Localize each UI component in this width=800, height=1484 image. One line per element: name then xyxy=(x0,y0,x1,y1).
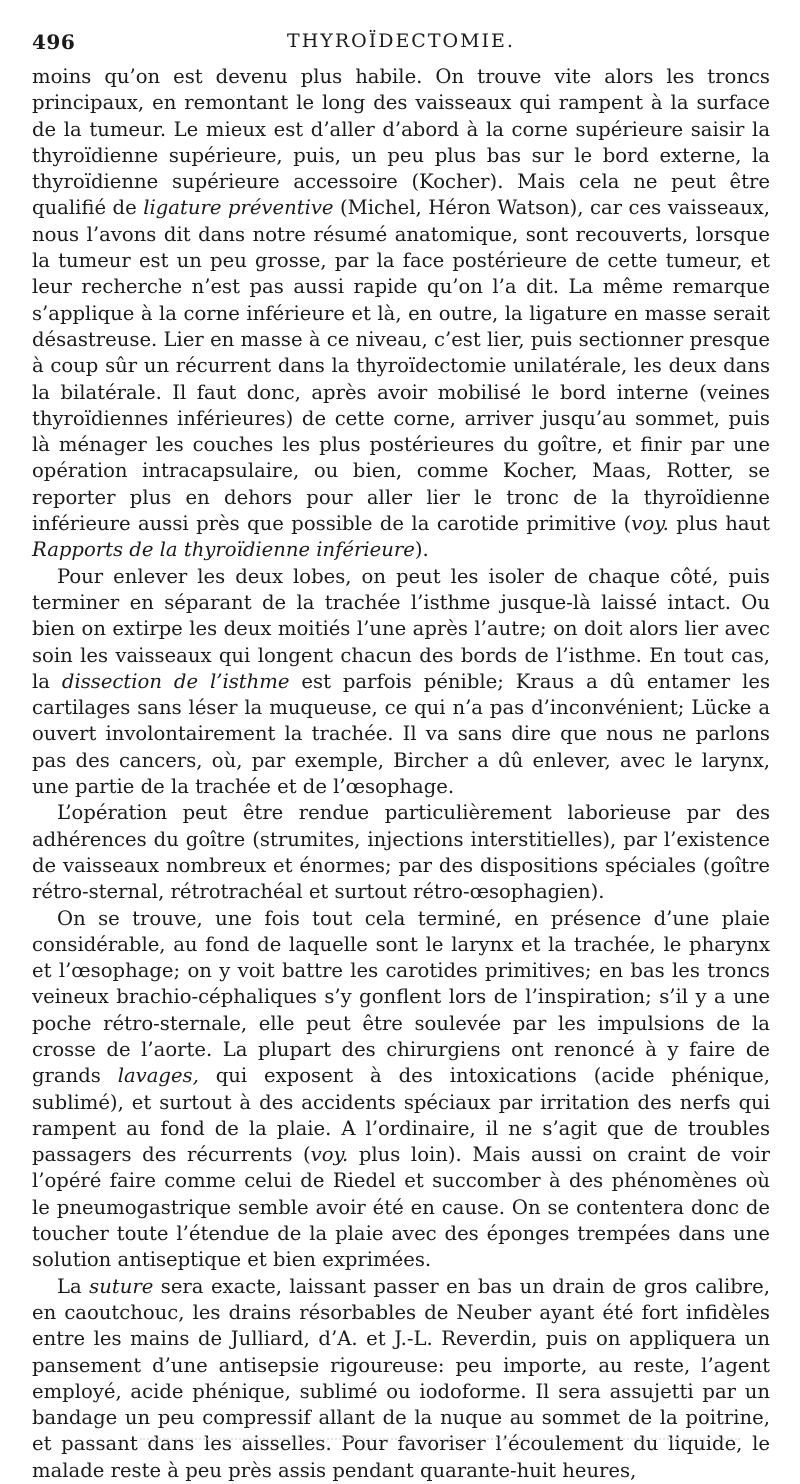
running-title: THYROÏDECTOMIE. xyxy=(287,30,515,52)
page-header xyxy=(32,30,770,56)
italic-term: voy. xyxy=(631,512,669,536)
text-run: L’opération peut être rendue particulièrement laborieuse par des adhérences du goître (strumites, injections interstitielles), par l’existence de vaisseaux nombreux et énormes; par des dispositions spéciales (goître rétro-sternal, rétrotrachéal et surtout rétro-œsophagien). xyxy=(32,801,770,904)
italic-term: suture xyxy=(89,1274,154,1298)
paragraph xyxy=(32,64,770,564)
bleed-through-marks xyxy=(140,1438,740,1450)
italic-term: lavages, xyxy=(117,1064,199,1088)
text-run: moins qu’on est devenu plus habile. On trouve vite alors les troncs principaux, en remontant le long des vaisseaux qui rampent à la surface de la tumeur. Le mieux est d’aller d’abord à la corne supérieure saisir la thyroïdienne supérieure, puis, un peu plus bas sur le bord externe, la thyroïdienne supérieure accessoire (Kocher). Mais cela ne peut être qualifié de xyxy=(32,65,770,220)
text-run: La xyxy=(57,1274,90,1298)
text-run: est parfois pénible; Kraus a dû entamer les cartilages sans léser la muqueuse, ce qui n’a pas d’inconvénient; Lücke a ouvert involontairement la trachée. Il va sans dire que nous ne parlons pas des cancers, où, par exemple, Bircher a dû enlever, avec le larynx, une partie de la trachée et de l’œsophage. xyxy=(32,669,770,799)
text-run: On se trouve, une fois tout cela terminé, en présence d’une plaie considérable, au fond de laquelle sont le larynx et la trachée, le pharynx et l’œsophage; on y voit battre les carotides primitives; en bas les troncs veineux brachio-céphaliques s’y gonflent lors de l’inspiration; s’il y a une poche rétro-sternale, elle peut être soulevée par les impulsions de la crosse de l’aorte. La plupart des chirurgiens ont renoncé à y faire de grands xyxy=(32,906,770,1088)
body-text xyxy=(32,64,770,1484)
paragraph xyxy=(32,564,770,801)
page-number: 496 xyxy=(32,30,76,54)
italic-term: dissection de l’isthme xyxy=(61,669,290,693)
text-run: sera exacte, laissant passer en bas un drain de gros calibre, en caoutchouc, les drains résorbables de Neuber ayant été fort infidèles entre les mains de Julliard, d’A. et J.-L. Reverdin, puis on appliquera un pansement d’une antisepsie rigoureuse: peu importe, au reste, l’agent employé, acide phénique, sublimé ou iodoforme. Il sera assujetti par un bandage un peu compressif allant de la nuque au sommet de la poitrine, et passant dans les aisselles. Pour favoriser l’écoulement du liquide, le malade reste à peu près assis pendant quarante-huit heures, xyxy=(32,1274,770,1482)
text-run: Pour enlever les deux lobes, on peut les isoler de chaque côté, puis terminer en séparant de la trachée l’isthme jusque-là laissé intact. Ou bien on extirpe les deux moitiés l’une après l’autre; on doit alors lier avec soin les vaisseaux qui longent chacun des bords de l’isthme. En tout cas, la xyxy=(32,564,770,693)
italic-term: voy. xyxy=(310,1143,349,1167)
paragraph xyxy=(32,800,770,905)
italic-term: Rapports de la thyroïdienne inférieure xyxy=(32,538,415,562)
text-run: (Michel, Héron Watson), car ces vaisseaux, nous l’avons dit dans notre résumé anatomique, sont recouverts, lorsque la tumeur est un peu grosse, par la face postérieure de cette tumeur, et leur recherche n’est pas aussi rapide qu’on l’a dit. La même remarque s’applique à la corne inférieure et là, en outre, la ligature en masse serait désastreuse. Lier en masse à ce niveau, c’est lier, puis sectionner presque à coup sûr un récurrent dans la thyroïdectomie unilatérale, les deux dans la bilatérale. Il faut donc, après avoir mobilisé le bord interne (veines thyroïdiennes inférieures) de cette corne, arriver jusqu’au sommet, puis là ménager les couches les plus postérieures du goître, et finir par une opération intracapsulaire, ou bien, comme Kocher, Maas, Rotter, se reporter plus en dehors pour aller lier le tronc de la thyroïdienne inférieure aussi près que possible de la carotide primitive ( xyxy=(32,196,770,536)
paragraph xyxy=(32,1274,770,1484)
text-run: qui exposent à des intoxications (acide phénique, sublimé), et surtout à des accidents spéciaux par irritation des nerfs qui rampent au fond de la plaie. A l’ordinaire, il ne s’agit que de troubles passagers des récurrents ( xyxy=(32,1064,770,1167)
text-run: ). xyxy=(414,538,429,562)
text-run: plus loin). Mais aussi on craint de voir l’opéré faire comme celui de Riedel et succomber à des phénomènes où le pneumogastrique semble avoir été en cause. On se contentera donc de toucher toute l’étendue de la plaie avec des éponges trempées dans une solution antiseptique et bien exprimées. xyxy=(32,1143,770,1272)
text-run: plus haut xyxy=(668,512,771,536)
paragraph xyxy=(32,906,770,1274)
italic-term: ligature préventive xyxy=(143,196,334,220)
